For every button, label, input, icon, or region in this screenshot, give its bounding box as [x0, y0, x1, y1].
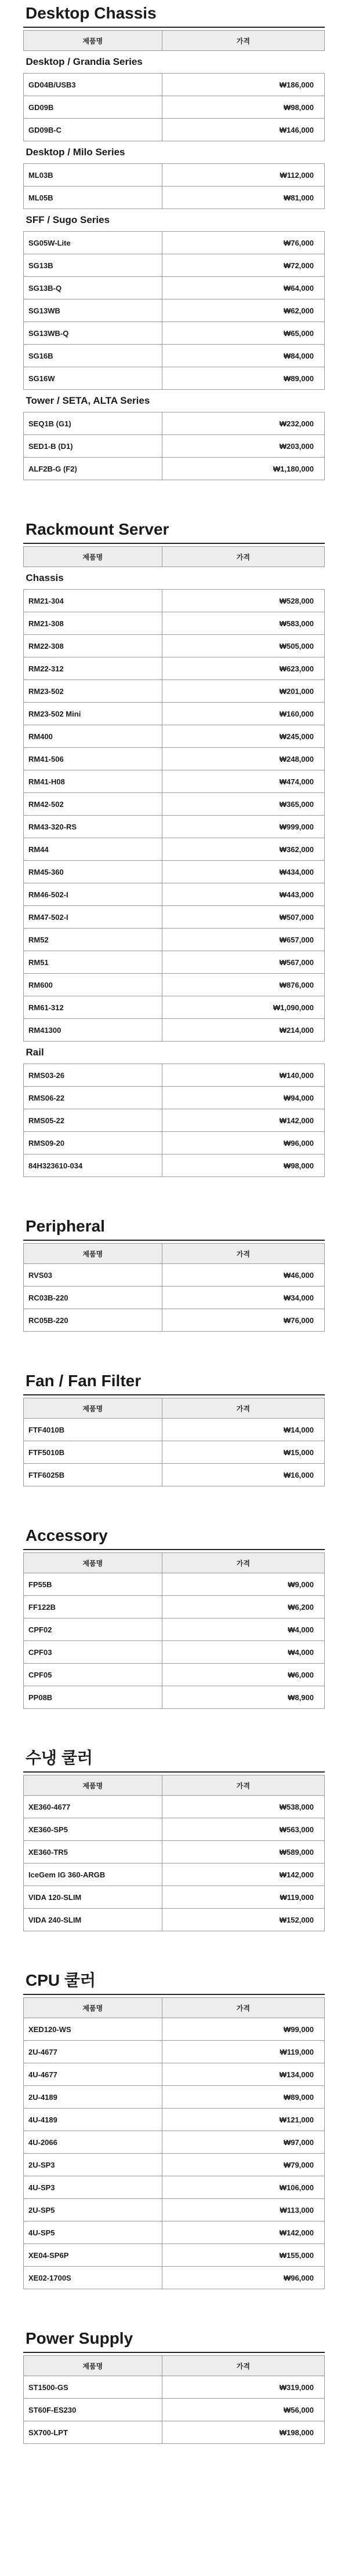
- price-value: ₩14,000: [162, 1419, 324, 1441]
- price-value: ₩4,000: [162, 1641, 324, 1664]
- price-value: ₩583,000: [162, 612, 324, 635]
- table-header-row: [24, 2356, 325, 2376]
- model-name: 2U-SP3: [24, 2154, 162, 2176]
- price-value: ₩201,000: [162, 680, 324, 703]
- table-row: [24, 838, 325, 861]
- table-row: [24, 1464, 325, 1486]
- model-name: SG13WB-Q: [24, 322, 162, 345]
- price-value: ₩142,000: [162, 1864, 324, 1886]
- model-name: RM44: [24, 838, 162, 861]
- price-value: ₩232,000: [162, 412, 324, 435]
- price-value: ₩64,000: [162, 277, 324, 299]
- price-table: [23, 1552, 325, 1709]
- table-row: [24, 2267, 325, 2289]
- model-name: XE04-SP6P: [24, 2244, 162, 2267]
- group-row: [24, 141, 325, 164]
- column-header-product: 제품명: [24, 1775, 162, 1796]
- model-name: CPF02: [24, 1618, 162, 1641]
- table-row: [24, 1154, 325, 1177]
- model-name: RM22-312: [24, 657, 162, 680]
- table-row: [24, 2063, 325, 2086]
- price-value: ₩567,000: [162, 951, 324, 974]
- table-row: [24, 748, 325, 770]
- section-title: Power Supply: [23, 2325, 325, 2353]
- model-name: RM21-308: [24, 612, 162, 635]
- price-value: ₩89,000: [162, 367, 324, 390]
- column-header-product: 제품명: [24, 1998, 162, 2018]
- price-value: ₩34,000: [162, 1287, 324, 1309]
- table-header-row: [24, 547, 325, 567]
- table-row: [24, 299, 325, 322]
- column-header-price: 가격: [162, 31, 324, 51]
- group-title: Desktop / Milo Series: [24, 141, 325, 164]
- price-value: ₩121,000: [162, 2109, 324, 2131]
- table-header-row: [24, 31, 325, 51]
- table-header-row: [24, 1998, 325, 2018]
- model-name: RM23-502: [24, 680, 162, 703]
- table-row: [24, 1664, 325, 1686]
- model-name: VIDA 240-SLIM: [24, 1909, 162, 1931]
- price-value: ₩76,000: [162, 1309, 324, 1332]
- section-spacer: [23, 1332, 325, 1368]
- section-3: [23, 1368, 325, 1486]
- price-value: ₩142,000: [162, 2221, 324, 2244]
- table-row: [24, 680, 325, 703]
- price-table: [23, 30, 325, 480]
- column-header-product: 제품명: [24, 1398, 162, 1419]
- price-value: ₩94,000: [162, 1087, 324, 1109]
- price-table: [23, 2355, 325, 2444]
- model-name: RM51: [24, 951, 162, 974]
- column-header-product: 제품명: [24, 1553, 162, 1573]
- group-row: [24, 209, 325, 232]
- section-title: Peripheral: [23, 1213, 325, 1241]
- price-value: ₩62,000: [162, 299, 324, 322]
- table-row: [24, 1686, 325, 1709]
- group-row: [24, 1042, 325, 1064]
- price-value: ₩623,000: [162, 657, 324, 680]
- model-name: RM61-312: [24, 996, 162, 1019]
- column-header-product: 제품명: [24, 1244, 162, 1264]
- price-value: ₩999,000: [162, 816, 324, 838]
- price-value: ₩6,200: [162, 1596, 324, 1618]
- group-row: [24, 567, 325, 590]
- table-row: [24, 322, 325, 345]
- price-value: ₩65,000: [162, 322, 324, 345]
- price-value: ₩142,000: [162, 1109, 324, 1132]
- table-row: [24, 254, 325, 277]
- table-row: [24, 2221, 325, 2244]
- column-header-price: 가격: [162, 2356, 324, 2376]
- price-table: [23, 546, 325, 1177]
- section-spacer: [23, 1931, 325, 1967]
- section-spacer: [23, 1709, 325, 1745]
- model-name: ST1500-GS: [24, 2376, 162, 2399]
- table-row: [24, 703, 325, 725]
- table-row: [24, 635, 325, 657]
- price-value: ₩79,000: [162, 2154, 324, 2176]
- section-1: [23, 516, 325, 1177]
- table-row: [24, 1886, 325, 1909]
- price-value: ₩99,000: [162, 2018, 324, 2041]
- table-row: [24, 770, 325, 793]
- table-row: [24, 793, 325, 816]
- model-name: IceGem IG 360-ARGB: [24, 1864, 162, 1886]
- table-row: [24, 951, 325, 974]
- table-row: [24, 232, 325, 254]
- table-row: [24, 412, 325, 435]
- price-value: ₩365,000: [162, 793, 324, 816]
- table-row: [24, 119, 325, 141]
- price-value: ₩8,900: [162, 1686, 324, 1709]
- table-row: [24, 367, 325, 390]
- price-value: ₩119,000: [162, 2041, 324, 2063]
- model-name: RM41-H08: [24, 770, 162, 793]
- table-row: [24, 1287, 325, 1309]
- column-header-price: 가격: [162, 1244, 324, 1264]
- model-name: FTF4010B: [24, 1419, 162, 1441]
- price-value: ₩112,000: [162, 164, 324, 187]
- column-header-price: 가격: [162, 1553, 324, 1573]
- price-value: ₩434,000: [162, 861, 324, 883]
- price-value: ₩98,000: [162, 1154, 324, 1177]
- table-header-row: [24, 1398, 325, 1419]
- model-name: SG13B-Q: [24, 277, 162, 299]
- price-table: [23, 1243, 325, 1332]
- table-row: [24, 1796, 325, 1818]
- model-name: FTF6025B: [24, 1464, 162, 1486]
- table-row: [24, 1818, 325, 1841]
- price-value: ₩4,000: [162, 1618, 324, 1641]
- section-title: Fan / Fan Filter: [23, 1368, 325, 1395]
- table-row: [24, 1132, 325, 1154]
- group-title: SFF / Sugo Series: [24, 209, 325, 232]
- section-title: 수냉 쿨러: [23, 1745, 325, 1773]
- table-header-row: [24, 1244, 325, 1264]
- price-value: ₩563,000: [162, 1818, 324, 1841]
- model-name: XE360-TR5: [24, 1841, 162, 1864]
- table-row: [24, 2018, 325, 2041]
- price-value: ₩214,000: [162, 1019, 324, 1042]
- price-value: ₩155,000: [162, 2244, 324, 2267]
- column-header-price: 가격: [162, 1998, 324, 2018]
- price-value: ₩589,000: [162, 1841, 324, 1864]
- price-value: ₩72,000: [162, 254, 324, 277]
- price-value: ₩319,000: [162, 2376, 324, 2399]
- table-row: [24, 657, 325, 680]
- table-row: [24, 1419, 325, 1441]
- model-name: ML05B: [24, 187, 162, 209]
- model-name: RC03B-220: [24, 1287, 162, 1309]
- model-name: FTF5010B: [24, 1441, 162, 1464]
- column-header-price: 가격: [162, 1775, 324, 1796]
- section-title: Accessory: [23, 1522, 325, 1550]
- model-name: 2U-4677: [24, 2041, 162, 2063]
- price-value: ₩96,000: [162, 2267, 324, 2289]
- model-name: 4U-SP3: [24, 2176, 162, 2199]
- price-value: ₩474,000: [162, 770, 324, 793]
- model-name: ML03B: [24, 164, 162, 187]
- model-name: RM43-320-RS: [24, 816, 162, 838]
- table-row: [24, 1641, 325, 1664]
- price-value: ₩84,000: [162, 345, 324, 367]
- model-name: RMS09-20: [24, 1132, 162, 1154]
- model-name: XED120-WS: [24, 2018, 162, 2041]
- model-name: RM600: [24, 974, 162, 996]
- model-name: ST60F-ES230: [24, 2399, 162, 2421]
- price-value: ₩245,000: [162, 725, 324, 748]
- model-name: RM46-502-I: [24, 883, 162, 906]
- table-row: [24, 2399, 325, 2421]
- price-value: ₩657,000: [162, 929, 324, 951]
- column-header-product: 제품명: [24, 31, 162, 51]
- section-spacer: [23, 1177, 325, 1213]
- table-row: [24, 2421, 325, 2444]
- table-row: [24, 2086, 325, 2109]
- model-name: RVS03: [24, 1264, 162, 1287]
- price-value: ₩96,000: [162, 1132, 324, 1154]
- price-value: ₩198,000: [162, 2421, 324, 2444]
- price-value: ₩538,000: [162, 1796, 324, 1818]
- model-name: RMS03-26: [24, 1064, 162, 1087]
- model-name: ALF2B-G (F2): [24, 458, 162, 480]
- price-value: ₩505,000: [162, 635, 324, 657]
- model-name: GD09B-C: [24, 119, 162, 141]
- model-name: RMS06-22: [24, 1087, 162, 1109]
- table-row: [24, 345, 325, 367]
- table-row: [24, 164, 325, 187]
- group-row: [24, 51, 325, 74]
- table-header-row: [24, 1553, 325, 1573]
- group-title: Chassis: [24, 567, 325, 590]
- table-row: [24, 929, 325, 951]
- table-row: [24, 1441, 325, 1464]
- model-name: SG16B: [24, 345, 162, 367]
- model-name: GD04B/USB3: [24, 74, 162, 96]
- table-row: [24, 1087, 325, 1109]
- model-name: SED1-B (D1): [24, 435, 162, 458]
- table-row: [24, 2199, 325, 2221]
- model-name: RMS05-22: [24, 1109, 162, 1132]
- model-name: SG05W-Lite: [24, 232, 162, 254]
- model-name: 2U-SP5: [24, 2199, 162, 2221]
- price-value: ₩1,090,000: [162, 996, 324, 1019]
- model-name: 84H323610-034: [24, 1154, 162, 1177]
- model-name: CPF05: [24, 1664, 162, 1686]
- group-title: Desktop / Grandia Series: [24, 51, 325, 74]
- table-row: [24, 1841, 325, 1864]
- price-value: ₩1,180,000: [162, 458, 324, 480]
- table-row: [24, 996, 325, 1019]
- price-value: ₩134,000: [162, 2063, 324, 2086]
- table-row: [24, 906, 325, 929]
- price-value: ₩16,000: [162, 1464, 324, 1486]
- table-row: [24, 74, 325, 96]
- price-value: ₩81,000: [162, 187, 324, 209]
- price-value: ₩15,000: [162, 1441, 324, 1464]
- section-spacer: [23, 1486, 325, 1522]
- column-header-product: 제품명: [24, 2356, 162, 2376]
- table-row: [24, 2109, 325, 2131]
- section-5: [23, 1745, 325, 1931]
- model-name: RC05B-220: [24, 1309, 162, 1332]
- section-title: Rackmount Server: [23, 516, 325, 544]
- model-name: RM41300: [24, 1019, 162, 1042]
- price-table: [23, 1997, 325, 2289]
- section-title: CPU 쿨러: [23, 1967, 325, 1995]
- price-value: ₩528,000: [162, 590, 324, 612]
- table-row: [24, 458, 325, 480]
- price-value: ₩9,000: [162, 1573, 324, 1596]
- table-row: [24, 1596, 325, 1618]
- table-row: [24, 816, 325, 838]
- table-row: [24, 2131, 325, 2154]
- model-name: XE360-4677: [24, 1796, 162, 1818]
- price-table: [23, 1775, 325, 1931]
- table-row: [24, 1864, 325, 1886]
- column-header-product: 제품명: [24, 547, 162, 567]
- model-name: SX700-LPT: [24, 2421, 162, 2444]
- column-header-price: 가격: [162, 1398, 324, 1419]
- price-value: ₩140,000: [162, 1064, 324, 1087]
- model-name: 4U-4677: [24, 2063, 162, 2086]
- model-name: 4U-2066: [24, 2131, 162, 2154]
- model-name: RM45-360: [24, 861, 162, 883]
- model-name: RM42-502: [24, 793, 162, 816]
- table-row: [24, 725, 325, 748]
- section-0: [23, 0, 325, 480]
- price-value: ₩248,000: [162, 748, 324, 770]
- section-7: [23, 2325, 325, 2444]
- model-name: PP08B: [24, 1686, 162, 1709]
- table-row: [24, 277, 325, 299]
- model-name: RM41-506: [24, 748, 162, 770]
- table-row: [24, 1573, 325, 1596]
- price-value: ₩46,000: [162, 1264, 324, 1287]
- price-value: ₩146,000: [162, 119, 324, 141]
- price-value: ₩106,000: [162, 2176, 324, 2199]
- group-title: Tower / SETA, ALTA Series: [24, 390, 325, 412]
- section-title: Desktop Chassis: [23, 0, 325, 28]
- table-row: [24, 2041, 325, 2063]
- model-name: FP55B: [24, 1573, 162, 1596]
- model-name: 2U-4189: [24, 2086, 162, 2109]
- price-value: ₩6,000: [162, 1664, 324, 1686]
- model-name: XE360-SP5: [24, 1818, 162, 1841]
- price-value: ₩507,000: [162, 906, 324, 929]
- model-name: SG13WB: [24, 299, 162, 322]
- section-spacer: [23, 2289, 325, 2325]
- model-name: RM52: [24, 929, 162, 951]
- section-spacer: [23, 480, 325, 516]
- price-value: ₩186,000: [162, 74, 324, 96]
- table-row: [24, 590, 325, 612]
- table-row: [24, 435, 325, 458]
- price-value: ₩76,000: [162, 232, 324, 254]
- table-row: [24, 2176, 325, 2199]
- model-name: RM400: [24, 725, 162, 748]
- table-row: [24, 1109, 325, 1132]
- table-row: [24, 861, 325, 883]
- model-name: RM23-502 Mini: [24, 703, 162, 725]
- price-table: [23, 1398, 325, 1486]
- table-row: [24, 1264, 325, 1287]
- model-name: RM47-502-I: [24, 906, 162, 929]
- table-row: [24, 1909, 325, 1931]
- table-row: [24, 2376, 325, 2399]
- table-row: [24, 1019, 325, 1042]
- price-value: ₩876,000: [162, 974, 324, 996]
- table-row: [24, 883, 325, 906]
- model-name: RM22-308: [24, 635, 162, 657]
- model-name: XE02-1700S: [24, 2267, 162, 2289]
- price-value: ₩56,000: [162, 2399, 324, 2421]
- price-value: ₩160,000: [162, 703, 324, 725]
- table-row: [24, 974, 325, 996]
- section-6: [23, 1967, 325, 2289]
- table-row: [24, 96, 325, 119]
- model-name: CPF03: [24, 1641, 162, 1664]
- table-row: [24, 187, 325, 209]
- price-value: ₩97,000: [162, 2131, 324, 2154]
- table-header-row: [24, 1775, 325, 1796]
- price-value: ₩98,000: [162, 96, 324, 119]
- group-row: [24, 390, 325, 412]
- table-row: [24, 2244, 325, 2267]
- price-value: ₩362,000: [162, 838, 324, 861]
- table-row: [24, 612, 325, 635]
- table-row: [24, 2154, 325, 2176]
- table-row: [24, 1618, 325, 1641]
- model-name: SEQ1B (G1): [24, 412, 162, 435]
- price-value: ₩119,000: [162, 1886, 324, 1909]
- price-value: ₩152,000: [162, 1909, 324, 1931]
- price-value: ₩443,000: [162, 883, 324, 906]
- section-2: [23, 1213, 325, 1332]
- section-4: [23, 1522, 325, 1709]
- model-name: 4U-4189: [24, 2109, 162, 2131]
- model-name: 4U-SP5: [24, 2221, 162, 2244]
- table-row: [24, 1064, 325, 1087]
- table-row: [24, 1309, 325, 1332]
- price-value: ₩89,000: [162, 2086, 324, 2109]
- price-value: ₩113,000: [162, 2199, 324, 2221]
- model-name: RM21-304: [24, 590, 162, 612]
- model-name: SG16W: [24, 367, 162, 390]
- model-name: VIDA 120-SLIM: [24, 1886, 162, 1909]
- model-name: SG13B: [24, 254, 162, 277]
- column-header-price: 가격: [162, 547, 324, 567]
- model-name: GD09B: [24, 96, 162, 119]
- group-title: Rail: [24, 1042, 325, 1064]
- model-name: FF122B: [24, 1596, 162, 1618]
- price-value: ₩203,000: [162, 435, 324, 458]
